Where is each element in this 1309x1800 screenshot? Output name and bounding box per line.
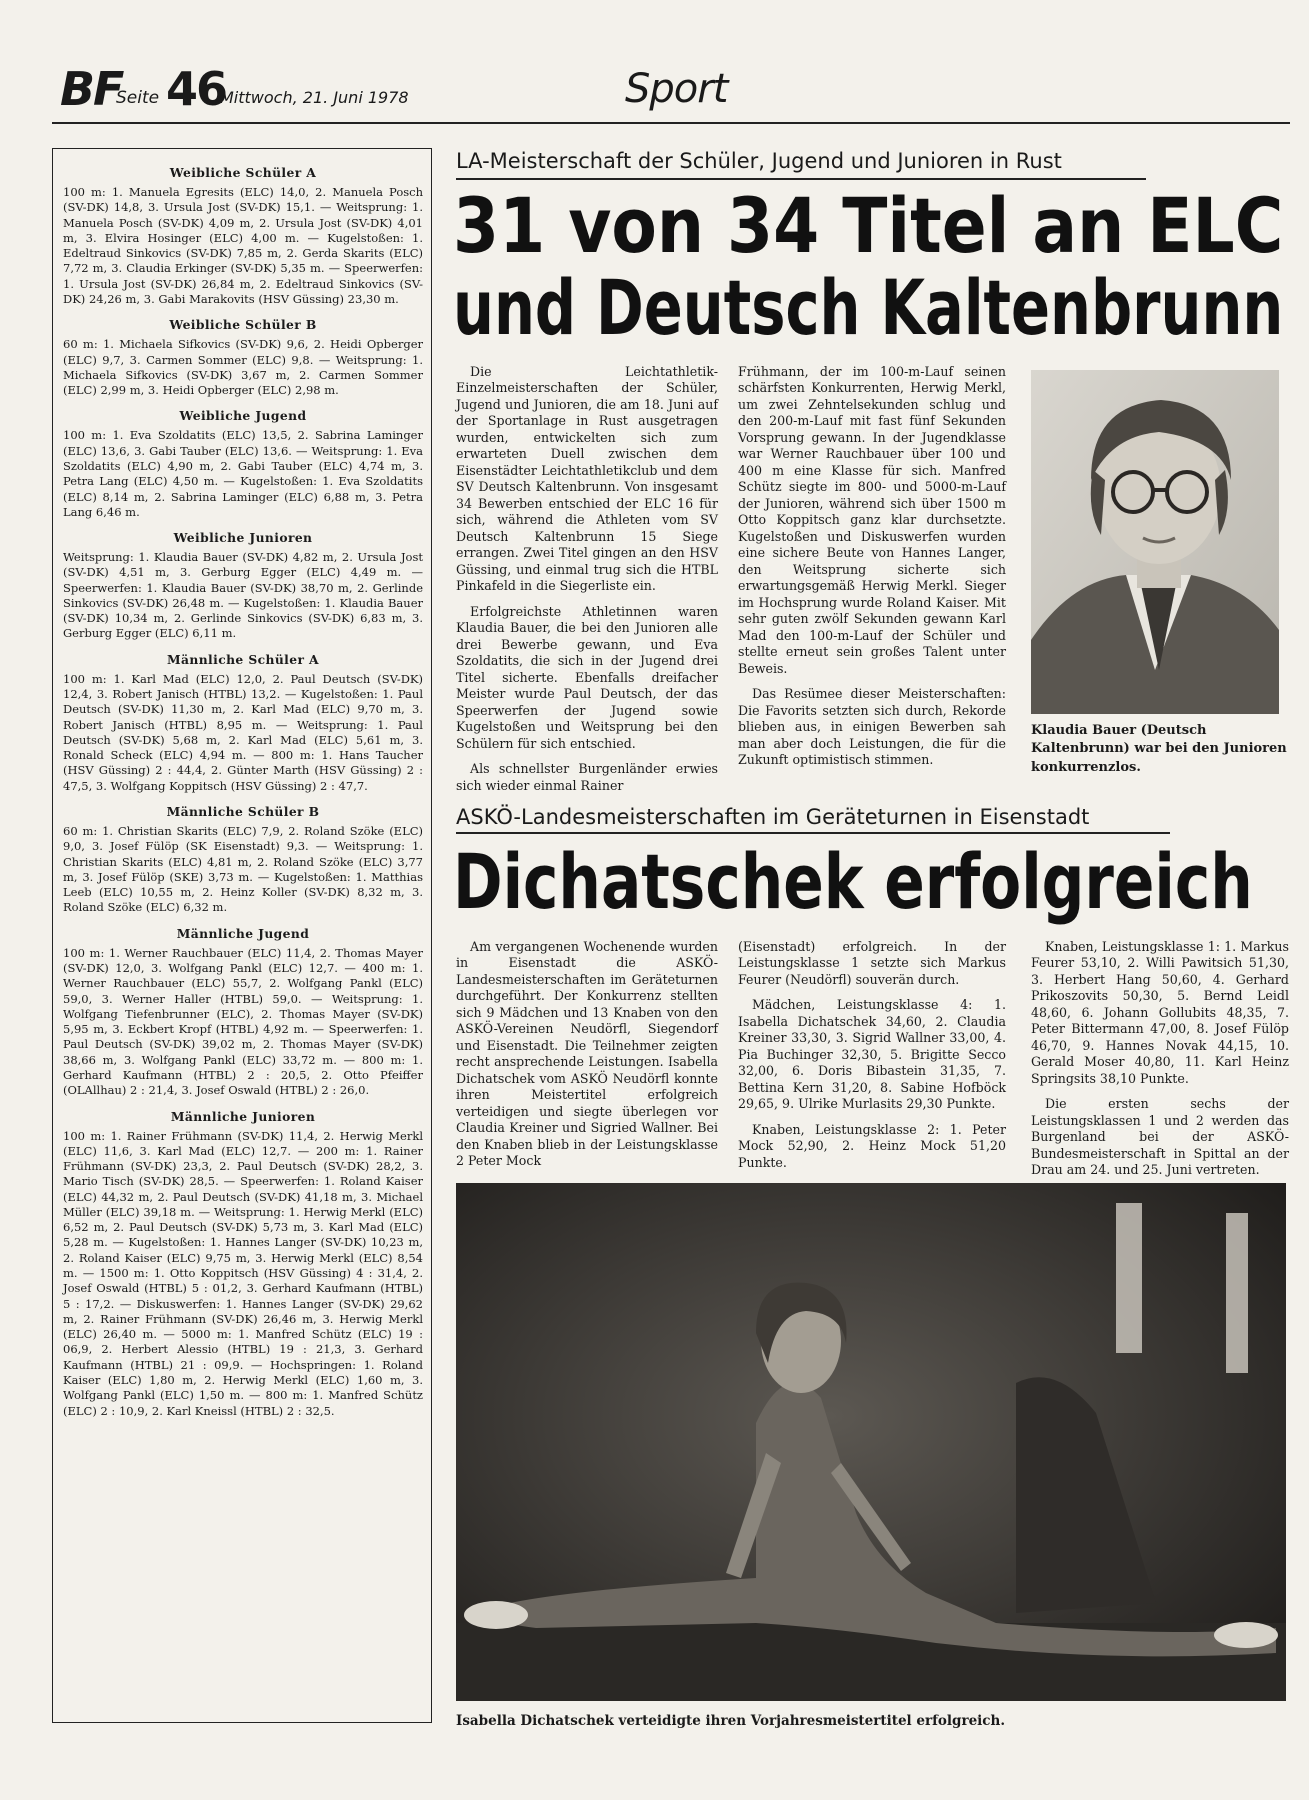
- article1-column-2: [738, 364, 1006, 778]
- results-text: 60 m: 1. Michaela Sifkovics (SV-DK) 9,6, 2. Heidi Opberger (ELC) 9,7, 3. Carmen Sommer (ELC) 9,8. — Weitsprung: 1. Michaela Sifkovics (SV-DK) 3,67 m, 2. Carmen Sommer (ELC) 2,99 m, 3. Heidi Opberger (ELC) 2,98 m.: [63, 337, 423, 398]
- results-text: 100 m: 1. Rainer Frühmann (SV-DK) 11,4, 2. Herwig Merkl (ELC) 11,6, 3. Karl Mad (ELC) 12,7. — 200 m: 1. Rainer Frühmann (SV-DK) 23,3, 2. Paul Deutsch (SV-DK) 28,2, 3. Mario Tisch (SV-DK) 28,5. — Speerwerfen: 1. Roland Kaiser (ELC) 44,32 m, 2. Paul Deutsch (SV-DK) 41,18 m, 3. Michael Müller (ELC) 39,18 m. — Weitsprung: 1. Herwig Merkl (ELC) 6,52 m, 2. Paul Deutsch (SV-DK) 5,73 m, 3. Karl Mad (ELC) 5,28 m. — Kugelstoßen: 1. Hannes Langer (SV-DK) 10,23 m, 2. Roland Kaiser (ELC) 9,75 m, 3. Herwig Merkl (ELC) 8,54 m. — 1500 m: 1. Otto Koppitsch (HSV Güssing) 4 : 31,4, 2. Josef Oswald (HTBL) 5 : 01,2, 3. Gerhard Kaufmann (HTBL) 5 : 17,2. — Diskuswerfen: 1. Hannes Langer (SV-DK) 29,62 m, 2. Rainer Frühmann (SV-DK) 26,46 m, 3. Herwig Merkl (ELC) 26,40 m. — 5000 m: 1. Manfred Schütz (ELC) 19 : 06,9, 2. Herbert Alessio (HTBL) 19 : 21,3, 3. Gerhard Kaufmann (HTBL) 21 : 09,9. — Hochspringen: 1. Roland Kaiser (ELC) 1,80 m, 2. Herwig Merkl (ELC) 1,60 m, 3. Wolfgang Pankl (ELC) 1,50 m. — 800 m: 1. Manfred Schütz (ELC) 2 : 10,9, 2. Karl Kneissl (HTBL) 2 : 32,5.: [63, 1128, 423, 1418]
- results-heading: Weibliche Schüler B: [169, 317, 317, 333]
- article2-column-2: [738, 939, 1006, 1180]
- gymnast-photo: [456, 1183, 1286, 1701]
- results-heading: Weibliche Schüler A: [169, 165, 317, 180]
- paper-logo: BF: [60, 62, 123, 116]
- article2-kicker-rule: [456, 832, 1170, 834]
- article-paragraph: Frühmann, der im 100-m-Lauf seinen schärfsten Konkurrenten, Herwig Merkl, um zwei Zehntelsekunden schlug und den 200-m-Lauf mit fast fünf Sekunden Vorsprung gewann. In der Jugendklasse war Werner Rauchbauer über 100 und 400 m eine Klasse für sich. Manfred Schütz siegte im 800- und 5000-m-Lauf der Junioren, während sich über 1500 m Otto Koppitsch ganz klar durchsetzte. Kugelstoßen und Diskuswerfen wurden eine sichere Beute von Hannes Langer, den Weitsprung sicherte sich erwartungsgemäß Herwig Merkl. Sieger im Hochsprung wurde Roland Kaiser. Mit sehr guten zwölf Sekunden gewann Karl Mad den 100-m-Lauf der Schüler und stellte erneut sein großes Talent unter Beweis.: [738, 364, 1006, 676]
- results-box: [52, 148, 432, 1723]
- section-title: Sport: [625, 66, 728, 112]
- article-paragraph: (Eisenstadt) erfolgreich. In der Leistungsklasse 1 setzte sich Markus Feurer (Neudörfl) souverän durch.: [738, 939, 1006, 987]
- article-paragraph: Mädchen, Leistungsklasse 4: 1. Isabella Dichatschek 34,60, 2. Claudia Kreiner 33,30, 3. Sigrid Wallner 33,00, 4. Pia Buchinger 32,30, 5. Brigitte Secco 32,00, 6. Doris Bibastein 31,35, 7. Bettina Kern 31,20, 8. Sabine Hofböck 29,65, 9. Ulrike Murlasits 29,30 Punkte.: [738, 997, 1006, 1112]
- article2-column-3: [1031, 939, 1289, 1188]
- results-section: [63, 926, 423, 1099]
- results-section: [63, 1109, 423, 1419]
- portrait-image: [1031, 370, 1279, 714]
- article-paragraph: Das Resümee dieser Meisterschaften: Die Favorits setzten sich durch, Rekorde blieben aus, in einigen Bewerben sah man aber doch Leistungen, die für die Zukunft optimistisch stimmen.: [738, 686, 1006, 768]
- results-section: [63, 804, 423, 916]
- article1-kicker: LA-Meisterschaft der Schüler, Jugend und Junioren in Rust: [456, 149, 1062, 173]
- results-text: Weitsprung: 1. Klaudia Bauer (SV-DK) 4,82 m, 2. Ursula Jost (SV-DK) 4,51 m, 3. Gerburg Egger (ELC) 4,49 m. — Speerwerfen: 1. Klaudia Bauer (SV-DK) 38,70 m, 2. Gerlinde Sinkovics (SV-DK) 26,48 m. — Kugelstoßen: 1. Klaudia Bauer (SV-DK) 10,34 m, 2. Gerlinde Sinkovics (SV-DK) 6,83 m, 3. Gerburg Egger (ELC) 6,11 m.: [63, 550, 423, 641]
- article-paragraph: Am vergangenen Wochenende wurden in Eisenstadt die ASKÖ-Landesmeisterschaften im Geräteturnen durchgeführt. Der Konkurrenz stellten sich 9 Mädchen und 13 Knaben von den ASKÖ-Vereinen Neudörfl, Siegendorf und Eisenstadt. Die Teilnehmer zeigten recht ansprechende Leistungen. Isabella Dichatschek vom ASKÖ Neudörfl konnte ihren Meistertitel erfolgreich verteidigen und siegte überlegen vor Claudia Kreiner und Sigried Wallner. Bei den Knaben blieb in der Leistungsklasse 2 Peter Mock: [456, 939, 718, 1169]
- portrait-photo: [1031, 370, 1279, 714]
- results-section: [63, 165, 423, 307]
- results-heading: Männliche Schüler A: [167, 651, 319, 667]
- seite-label: Seite: [116, 88, 160, 108]
- results-heading: Männliche Schüler B: [166, 804, 320, 819]
- article2-column-1: [456, 939, 718, 1179]
- results-text: 100 m: 1. Manuela Egresits (ELC) 14,0, 2. Manuela Posch (SV-DK) 14,8, 3. Ursula Jost (SV-DK) 15,1. — Weitsprung: 1. Manuela Posch (SV-DK) 4,09 m, 2. Ursula Jost (SV-DK) 4,01 m, 3. Elvira Hosinger (ELC) 4,00 m. — Kugelstoßen: 1. Edeltraud Sinkovics (SV-DK) 7,85 m, 2. Gerda Skarits (ELC) 7,72 m, 3. Claudia Erkinger (SV-DK) 5,35 m. — Speerwerfen: 1. Ursula Jost (SV-DK) 26,84 m, 2. Edeltraud Sinkovics (SV-DK) 24,26 m, 3. Gabi Marakovits (HSV Güssing) 23,30 m.: [63, 185, 423, 306]
- article2-headline: Dichatschek erfolgreich: [453, 837, 1253, 926]
- results-heading: Männliche Junioren: [170, 1108, 316, 1124]
- article2-kicker: ASKÖ-Landesmeisterschaften im Geräteturnen in Eisenstadt: [456, 805, 1090, 829]
- results-heading: Weibliche Junioren: [173, 530, 313, 546]
- results-section: [63, 408, 423, 520]
- masthead-rule: [52, 122, 1290, 124]
- article1-headline-line2: und Deutsch Kaltenbrunn: [453, 263, 1284, 352]
- issue-date: Mittwoch, 21. Juni 1978: [220, 88, 409, 107]
- results-text: 100 m: 1. Werner Rauchbauer (ELC) 11,4, 2. Thomas Mayer (SV-DK) 12,0, 3. Wolfgang Pankl (ELC) 12,7. — 400 m: 1. Werner Rauchbauer (ELC) 55,7, 2. Wolfgang Pankl (ELC) 59,0, 3. Werner Haller (HTBL) 59,0. — Weitsprung: 1. Wolfgang Tiefenbrunner (ELC), 2. Thomas Mayer (SV-DK) 5,95 m, 3. Eckbert Kropf (HTBL) 4,92 m. — Speerwerfen: 1. Paul Deutsch (SV-DK) 39,02 m, 2. Thomas Mayer (SV-DK) 38,66 m, 3. Wolfgang Pankl (ELC) 33,72 m. — 800 m: 1. Gerhard Kaufmann (HTBL) 2 : 20,5, 2. Otto Pfeiffer (OLAllhau) 2 : 21,4, 3. Josef Oswald (HTBL) 2 : 26,0.: [63, 945, 423, 1098]
- results-text: 100 m: 1. Eva Szoldatits (ELC) 13,5, 2. Sabrina Laminger (ELC) 13,6, 3. Gabi Tauber (ELC) 13,6. — Weitsprung: 1. Eva Szoldatits (ELC) 4,90 m, 2. Gabi Tauber (ELC) 4,74 m, 3. Petra Lang (ELC) 4,50 m. — Kugelstoßen: 1. Eva Szoldatits (ELC) 8,14 m, 2. Sabrina Laminger (ELC) 6,88 m, 3. Petra Lang 6,46 m.: [63, 428, 423, 519]
- article1-headline: 31 von 34 Titel an ELC: [453, 181, 1284, 270]
- article-paragraph: Als schnellster Burgenländer erwies sich wieder einmal Rainer: [456, 761, 718, 793]
- article1-kicker-rule: [456, 178, 1146, 180]
- gymnast-caption: Isabella Dichatschek verteidigte ihren Vorjahresmeistertitel erfolgreich.: [456, 1713, 1006, 1729]
- portrait-caption: Klaudia Bauer (Deutsch Kaltenbrunn) war bei den Junioren konkurrenzlos.: [1031, 723, 1287, 775]
- results-section: [63, 317, 423, 398]
- article-paragraph: Die ersten sechs der Leistungsklassen 1 und 2 werden das Burgenland bei der ASKÖ-Bundesmeisterschaft in Spittal an der Drau am 24. und 25. Juni vertreten.: [1031, 1096, 1289, 1178]
- results-text: 60 m: 1. Christian Skarits (ELC) 7,9, 2. Roland Szöke (ELC) 9,0, 3. Josef Fülöp (SK Eisenstadt) 9,3. — Weitsprung: 1. Christian Skarits (ELC) 4,81 m, 2. Roland Szöke (ELC) 3,77 m, 3. Josef Fülöp (SKE) 3,73 m. — Kugelstoßen: 1. Matthias Leeb (ELC) 10,55 m, 2. Heinz Koller (SV-DK) 8,32 m, 3. Roland Szöke (ELC) 6,32 m.: [63, 824, 423, 915]
- page-number: 46: [166, 62, 227, 116]
- article-paragraph: Knaben, Leistungsklasse 2: 1. Peter Mock 52,90, 2. Heinz Mock 51,20 Punkte.: [738, 1121, 1006, 1170]
- article-paragraph: Erfolgreichste Athletinnen waren Klaudia Bauer, die bei den Junioren alle drei Bewerbe gewann, und Eva Szoldatits, die sich in der Jugend drei Titel sicherte. Ebenfalls dreifacher Meister wurde Paul Deutsch, der das Speerwerfen der Jugend sowie Kugelstoßen und Weitsprung bei den Schülern für sich entschied.: [456, 603, 718, 751]
- results-section: [63, 530, 423, 642]
- gymnast-image: [456, 1183, 1286, 1701]
- results-heading: Weibliche Jugend: [179, 408, 307, 424]
- results-section: [63, 652, 423, 794]
- results-heading: Männliche Jugend: [176, 925, 310, 941]
- results-text: 100 m: 1. Karl Mad (ELC) 12,0, 2. Paul Deutsch (SV-DK) 12,4, 3. Robert Janisch (HTBL) 13,2. — Kugelstoßen: 1. Paul Deutsch (SV-DK) 11,30 m, 2. Karl Mad (ELC) 9,70 m, 3. Robert Janisch (HTBL) 8,95 m. — Weitsprung: 1. Paul Deutsch (SV-DK) 5,68 m, 2. Karl Mad (ELC) 5,61 m, 3. Ronald Scheck (ELC) 4,94 m. — 800 m: 1. Hans Taucher (HSV Güssing) 2 : 44,4, 2. Günter Marth (HSV Güssing) 2 : 47,5, 3. Wolfgang Koppitsch (HSV Güssing) 2 : 47,7.: [63, 671, 423, 793]
- article-paragraph: Die Leichtathletik-Einzelmeisterschaften der Schüler, Jugend und Junioren, die am 18. Juni auf der Sportanlage in Rust ausgetragen wurden, entwickelten sich zum erwarteten Duell zwischen dem Eisenstädter Leichtathletikclub und dem SV Deutsch Kaltenbrunn. Von insgesamt 34 Bewerben entschied der ELC 16 für sich, während die Athleten vom SV Deutsch Kaltenbrunn 15 Siege errangen. Zwei Titel gingen an den HSV Güssing, und einmal trug sich die HTBL Pinkafeld in die Siegerliste ein.: [456, 364, 718, 594]
- article-paragraph: Knaben, Leistungsklasse 1: 1. Markus Feurer 53,10, 2. Willi Pawitsich 51,30, 3. Herbert Hang 50,60, 4. Gerhard Prikoszovits 50,30, 5. Bernd Leidl 48,60, 6. Johann Gollubits 48,35, 7. Peter Bittermann 47,00, 8. Josef Fülöp 46,70, 9. Hannes Novak 44,15, 10. Gerald Moser 40,80, 11. Karl Heinz Springsits 38,10 Punkte.: [1031, 939, 1289, 1086]
- article1-column-1: [456, 364, 718, 803]
